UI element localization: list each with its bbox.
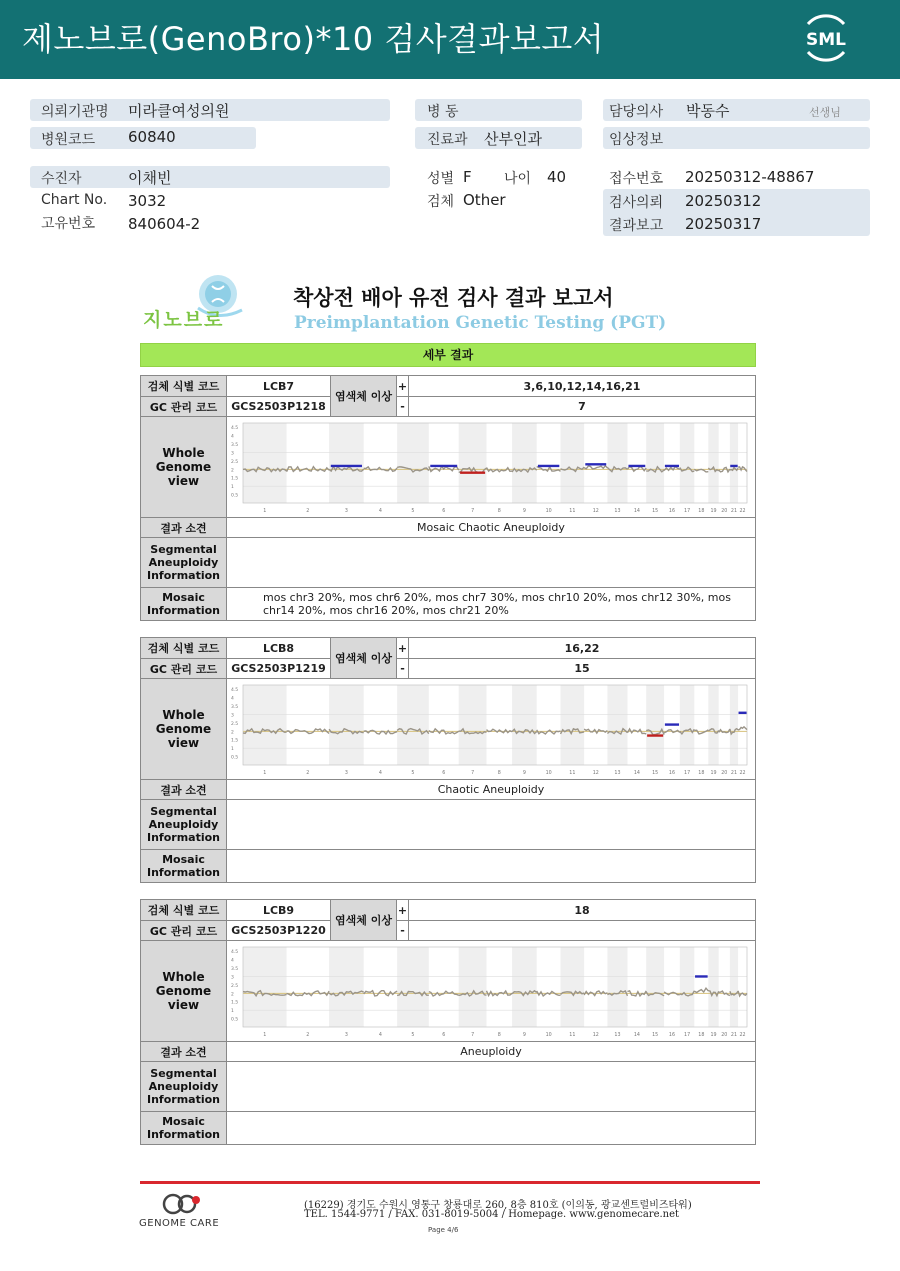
gc-code-label: GC 관리 코드	[141, 921, 227, 941]
finding-label: 결과 소견	[141, 1042, 227, 1062]
chromosome-band	[730, 685, 738, 765]
y-tick-label: 4.5	[231, 950, 239, 956]
segmental-label: Segmental Aneuploidy Information	[141, 538, 227, 588]
whole-genome-plot	[229, 943, 751, 1039]
y-tick-label: 2	[231, 730, 234, 736]
chromosome-band	[512, 947, 537, 1027]
genome-view-label: Whole Genome view	[141, 679, 227, 780]
x-tick-label: 4	[378, 1033, 382, 1038]
cn-points-chr18	[694, 730, 708, 734]
chromosome-band	[708, 685, 718, 765]
segmental-value	[227, 538, 756, 588]
x-tick-label: 17	[684, 771, 691, 776]
chromosome-band	[459, 685, 487, 765]
y-tick-label: 3.5	[231, 443, 239, 449]
x-tick-label: 18	[698, 771, 705, 776]
mosaic-label: Mosaic Information	[141, 1112, 227, 1145]
x-tick-label: 17	[684, 1033, 691, 1038]
x-tick-label: 2	[306, 771, 310, 776]
y-tick-label: 4.5	[231, 426, 239, 432]
chromosome-band	[607, 947, 627, 1027]
sml-logo-text: SML	[806, 30, 846, 50]
y-tick-label: 2	[231, 992, 234, 998]
y-tick-label: 1.5	[231, 476, 239, 482]
gc-code-value: GCS2503P1219	[227, 659, 331, 679]
x-tick-label: 16	[668, 771, 676, 776]
sample-code-label: 검체 식별 코드	[141, 376, 227, 397]
report-date-value: 20250317	[685, 215, 762, 233]
section-header	[140, 343, 756, 367]
report-title: 제노브로(GenoBro)*10 검사결과보고서	[22, 20, 605, 58]
gain-sign: +	[397, 900, 409, 921]
x-tick-label: 22	[739, 1033, 746, 1038]
age-value: 40	[547, 168, 567, 186]
x-tick-label: 1	[263, 509, 267, 514]
cn-points-chr22	[738, 727, 747, 730]
cn-points-chr2	[287, 991, 330, 996]
chromosome-band	[397, 685, 429, 765]
name-value: 이채빈	[128, 169, 172, 187]
x-tick-label: 7	[471, 1033, 475, 1038]
gain-sign: +	[397, 376, 409, 397]
y-tick-label: 4.5	[231, 688, 239, 694]
plot-frame	[243, 947, 747, 1027]
chromosome-band	[329, 423, 364, 503]
chart-label: Chart No.	[41, 192, 108, 208]
name-row-bg	[30, 166, 390, 188]
x-tick-label: 16	[668, 509, 676, 514]
chromosome-band	[243, 423, 287, 503]
sample-code-label: 검체 식별 코드	[141, 900, 227, 921]
gc-code-label: GC 관리 코드	[141, 659, 227, 679]
genome-view-label: Whole Genome view	[141, 941, 227, 1042]
y-tick-label: 1	[231, 485, 234, 491]
footer-contact: TEL. 1544-9771 / FAX. 031-8019-5004 / Homepage. www.genomecare.net	[304, 1209, 680, 1220]
loss-chromosomes	[409, 921, 756, 941]
specimen-label: 검체	[427, 194, 455, 210]
chromosome-band	[243, 685, 287, 765]
request-value: 20250312	[685, 192, 762, 210]
chromosome-band	[329, 947, 364, 1027]
specimen-value: Other	[463, 191, 506, 209]
sample-result-table	[140, 899, 756, 1145]
x-tick-label: 9	[522, 771, 526, 776]
sample-result-table	[140, 375, 756, 621]
x-tick-label: 19	[710, 509, 717, 514]
x-tick-label: 11	[569, 1033, 576, 1038]
x-tick-label: 11	[569, 771, 576, 776]
chart-value: 3032	[128, 192, 167, 210]
report-date-label: 결과보고	[609, 218, 664, 234]
receipt-label: 접수번호	[609, 171, 664, 187]
genome-plot-cell	[227, 417, 756, 518]
y-tick-label: 3.5	[231, 705, 239, 711]
chromosome-band	[459, 947, 487, 1027]
sample-code-value: LCB8	[227, 638, 331, 659]
x-tick-label: 10	[545, 771, 552, 776]
x-tick-label: 14	[633, 1033, 640, 1038]
y-tick-label: 3	[231, 451, 234, 457]
x-tick-label: 3	[344, 1033, 348, 1038]
y-tick-label: 4	[231, 958, 234, 964]
id-label: 고유번호	[41, 216, 96, 232]
finding-value: Mosaic Chaotic Aneuploidy	[227, 518, 756, 538]
y-tick-label: 2.5	[231, 983, 239, 989]
chrom-abnormality-label: 염색체 이상	[331, 900, 397, 941]
footer-address: (16229) 경기도 수원시 영통구 창룡대로 260, 8층 810호 (이의동, 광교센트럴비즈타워)	[304, 1200, 692, 1211]
x-tick-label: 14	[633, 771, 640, 776]
chromosome-band	[561, 423, 585, 503]
segmental-label: Segmental Aneuploidy Information	[141, 1062, 227, 1112]
x-tick-label: 22	[739, 771, 746, 776]
chromosome-band	[397, 423, 429, 503]
x-tick-label: 15	[652, 1033, 659, 1038]
cn-points-chr12	[584, 991, 607, 996]
cn-points-chr12	[584, 466, 607, 469]
chromosome-band	[708, 947, 718, 1027]
doctor-label: 담당의사	[609, 104, 664, 120]
chromosome-band	[607, 423, 627, 503]
y-tick-label: 3.5	[231, 967, 239, 973]
x-tick-label: 21	[730, 509, 738, 514]
dept-value: 산부인과	[484, 130, 542, 148]
hospital-code-value: 60840	[128, 128, 176, 146]
y-tick-label: 4	[231, 696, 234, 702]
x-tick-label: 10	[545, 1033, 552, 1038]
x-tick-label: 15	[652, 771, 659, 776]
chromosome-band	[646, 947, 664, 1027]
x-tick-label: 13	[614, 1033, 621, 1038]
chrom-abnormality-label: 염색체 이상	[331, 638, 397, 679]
x-tick-label: 5	[411, 1033, 415, 1038]
x-tick-label: 21	[730, 1033, 738, 1038]
y-tick-label: 1	[231, 747, 234, 753]
x-tick-label: 8	[497, 509, 501, 514]
x-tick-label: 2	[306, 509, 310, 514]
mosaic-label: Mosaic Information	[141, 588, 227, 621]
doctor-value: 박동수	[686, 102, 730, 120]
sml-logo-icon	[798, 12, 854, 64]
sex-label: 성별	[427, 171, 455, 187]
x-tick-label: 4	[378, 771, 382, 776]
mosaic-value: mos chr3 20%, mos chr6 20%, mos chr7 30%, mos chr10 20%, mos chr12 30%, mos chr14 20%, mos chr16 20%, mos chr21 20%	[227, 588, 756, 621]
segmental-label: Segmental Aneuploidy Information	[141, 800, 227, 850]
genome-plot-cell	[227, 679, 756, 780]
y-tick-label: 0.5	[231, 493, 239, 499]
x-tick-label: 3	[344, 509, 348, 514]
chromosome-band	[397, 947, 429, 1027]
y-tick-label: 1	[231, 1009, 234, 1015]
genome-view-label: Whole Genome view	[141, 417, 227, 518]
footer-divider	[140, 1181, 760, 1184]
cn-points-chr10	[537, 730, 561, 734]
x-tick-label: 1	[263, 1033, 267, 1038]
chrom-abnormality-label: 염색체 이상	[331, 376, 397, 417]
chromosome-band	[680, 685, 695, 765]
y-tick-label: 0.5	[231, 1017, 239, 1023]
x-tick-label: 7	[471, 509, 475, 514]
sample-table-1	[140, 375, 756, 621]
sex-value: F	[463, 168, 472, 186]
loss-sign: -	[397, 921, 409, 941]
x-tick-label: 16	[668, 1033, 676, 1038]
chromosome-band	[329, 685, 364, 765]
mosaic-value	[227, 850, 756, 883]
x-tick-label: 12	[592, 1033, 599, 1038]
whole-genome-plot	[229, 681, 751, 777]
chromosome-band	[561, 685, 585, 765]
plot-frame	[243, 423, 747, 503]
chromosome-band	[243, 947, 287, 1027]
x-tick-label: 15	[652, 509, 659, 514]
chromosome-band	[646, 423, 664, 503]
finding-label: 결과 소견	[141, 780, 227, 800]
clinical-label: 임상정보	[609, 132, 664, 148]
x-tick-label: 12	[592, 771, 599, 776]
loss-sign: -	[397, 397, 409, 417]
sample-table-3	[140, 899, 756, 1145]
loss-chromosomes: 15	[409, 659, 756, 679]
y-tick-label: 2.5	[231, 459, 239, 465]
sample-table-2	[140, 637, 756, 883]
report-heading-ko: 착상전 배아 유전 검사 결과 보고서	[293, 286, 614, 310]
sample-code-value: LCB9	[227, 900, 331, 921]
receipt-value: 20250312-48867	[685, 168, 815, 186]
x-tick-label: 22	[739, 509, 746, 514]
gc-code-value: GCS2503P1220	[227, 921, 331, 941]
x-tick-label: 9	[522, 1033, 526, 1038]
x-tick-label: 7	[471, 771, 475, 776]
x-tick-label: 1	[263, 771, 267, 776]
chromosome-band	[607, 685, 627, 765]
gain-chromosomes: 3,6,10,12,14,16,21	[409, 376, 756, 397]
chromosome-band	[680, 423, 695, 503]
id-value: 840604-2	[128, 215, 201, 233]
x-tick-label: 6	[442, 771, 446, 776]
x-tick-label: 19	[710, 771, 717, 776]
dept-label: 진료과	[427, 132, 468, 148]
x-tick-label: 17	[684, 509, 691, 514]
x-tick-label: 6	[442, 509, 446, 514]
age-label: 나이	[504, 171, 532, 187]
x-tick-label: 19	[710, 1033, 717, 1038]
gain-chromosomes: 18	[409, 900, 756, 921]
cn-points-chr18	[694, 988, 708, 992]
x-tick-label: 5	[411, 509, 415, 514]
genome-care-logo-icon	[160, 1192, 204, 1216]
x-tick-label: 14	[633, 509, 640, 514]
x-tick-label: 20	[721, 509, 728, 514]
chromosome-band	[680, 947, 695, 1027]
chromosome-band	[646, 685, 664, 765]
segmental-value	[227, 1062, 756, 1112]
x-tick-label: 21	[730, 771, 738, 776]
chromosome-band	[730, 423, 738, 503]
y-tick-label: 2	[231, 468, 234, 474]
name-label: 수진자	[41, 171, 82, 187]
x-tick-label: 9	[522, 509, 526, 514]
y-tick-label: 3	[231, 975, 234, 981]
chromosome-band	[730, 947, 738, 1027]
y-tick-label: 1.5	[231, 738, 239, 744]
x-tick-label: 13	[614, 771, 621, 776]
chromosome-band	[459, 423, 487, 503]
mosaic-value	[227, 1112, 756, 1145]
request-label: 검사의뢰	[609, 195, 664, 211]
ward-label: 병 동	[427, 104, 459, 120]
genobro-logo-label: 지노브로	[143, 309, 225, 331]
x-tick-label: 8	[497, 1033, 501, 1038]
chromosome-band	[708, 423, 718, 503]
sample-code-value: LCB7	[227, 376, 331, 397]
gc-code-value: GCS2503P1218	[227, 397, 331, 417]
finding-label: 결과 소견	[141, 518, 227, 538]
chromosome-band	[512, 685, 537, 765]
chromosome-band	[512, 423, 537, 503]
loss-chromosomes: 7	[409, 397, 756, 417]
x-tick-label: 18	[698, 509, 705, 514]
gain-chromosomes: 16,22	[409, 638, 756, 659]
y-tick-label: 4	[231, 434, 234, 440]
org-value: 미라클여성의원	[128, 102, 230, 120]
sample-result-table	[140, 637, 756, 883]
genome-care-name: GENOME CARE	[139, 1218, 220, 1229]
y-tick-label: 0.5	[231, 755, 239, 761]
loss-sign: -	[397, 659, 409, 679]
cn-points-chr14	[628, 991, 647, 996]
report-heading-en: Preimplantation Genetic Testing (PGT)	[294, 313, 667, 333]
mosaic-label: Mosaic Information	[141, 850, 227, 883]
x-tick-label: 20	[721, 1033, 728, 1038]
gc-code-label: GC 관리 코드	[141, 397, 227, 417]
x-tick-label: 8	[497, 771, 501, 776]
x-tick-label: 10	[545, 509, 552, 514]
y-tick-label: 1.5	[231, 1000, 239, 1006]
x-tick-label: 3	[344, 771, 348, 776]
y-tick-label: 3	[231, 713, 234, 719]
org-label: 의뢰기관명	[41, 104, 109, 120]
genobro-logo-text	[143, 305, 224, 332]
x-tick-label: 18	[698, 1033, 705, 1038]
x-tick-label: 13	[614, 509, 621, 514]
finding-value: Aneuploidy	[227, 1042, 756, 1062]
x-tick-label: 20	[721, 771, 728, 776]
doctor-suffix: 선생님	[809, 106, 841, 119]
hospital-code-label: 병원코드	[41, 132, 96, 148]
x-tick-label: 4	[378, 509, 382, 514]
y-tick-label: 2.5	[231, 721, 239, 727]
x-tick-label: 5	[411, 771, 415, 776]
chromosome-band	[561, 947, 585, 1027]
x-tick-label: 6	[442, 1033, 446, 1038]
whole-genome-plot	[229, 419, 751, 515]
x-tick-label: 12	[592, 509, 599, 514]
sample-code-label: 검체 식별 코드	[141, 638, 227, 659]
genome-plot-cell	[227, 941, 756, 1042]
x-tick-label: 2	[306, 1033, 310, 1038]
cn-points-chr16	[664, 467, 680, 471]
x-tick-label: 11	[569, 509, 576, 514]
segmental-value	[227, 800, 756, 850]
page-number: Page 4/6	[428, 1226, 459, 1234]
section-title: 세부 결과	[422, 348, 474, 362]
finding-value: Chaotic Aneuploidy	[227, 780, 756, 800]
gain-sign: +	[397, 638, 409, 659]
